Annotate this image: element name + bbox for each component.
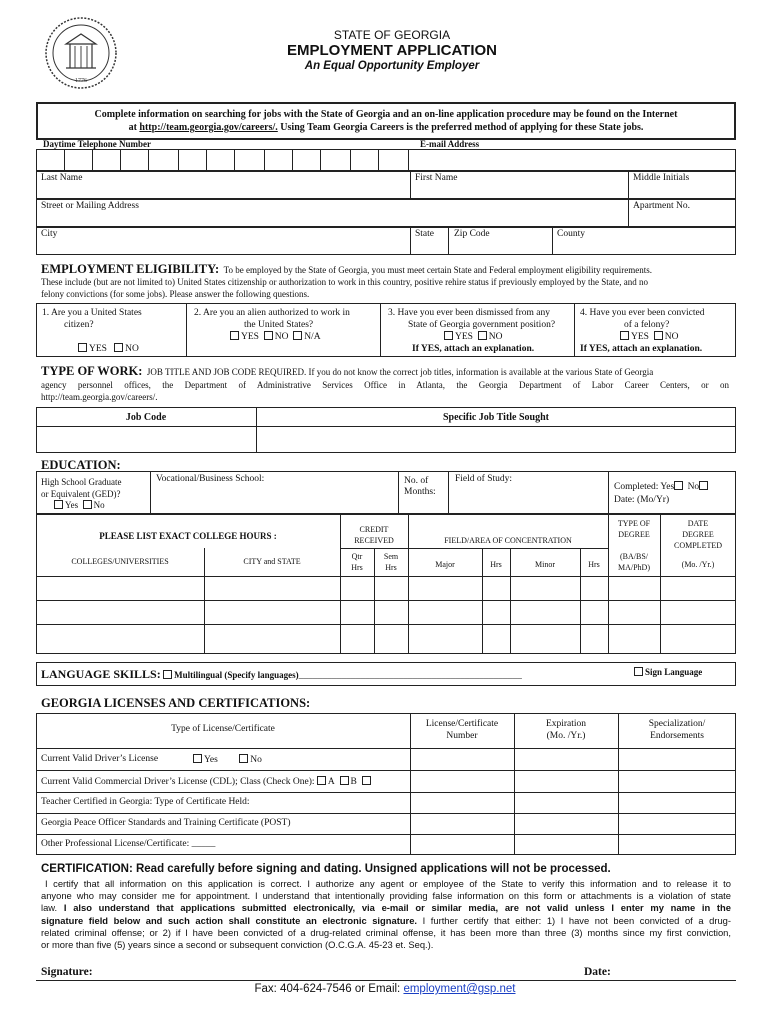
- license-number-header-1: License/Certificate: [425, 719, 499, 729]
- date-degree-header-1: DATE: [687, 519, 709, 528]
- teacher-cert-row: Teacher Certified in Georgia: Type of Certificate Held:: [41, 797, 250, 807]
- footer-email-link[interactable]: employment@gsp.net: [403, 983, 516, 995]
- zip-label: Zip Code: [454, 229, 490, 239]
- q3-attach-note: If YES, attach an explanation.: [412, 344, 535, 354]
- vocational-label: Vocational/Business School:: [156, 474, 265, 484]
- state-heading: STATE OF GEORGIA: [333, 28, 451, 42]
- notice-line-2: at http://team.georgia.gov/careers/. Using Team Georgia Careers is the preferred method of applying for these State jobs.: [128, 122, 644, 133]
- form-subtitle: An Equal Opportunity Employer: [304, 60, 480, 72]
- phone-label: Daytime Telephone Number: [43, 139, 151, 149]
- county-field[interactable]: [556, 240, 732, 254]
- specialization-header-2: Endorsements: [650, 731, 704, 741]
- cdl-row: Current Valid Commercial Driver’s License (CDL); Class (Check One): A B: [41, 776, 373, 787]
- multilingual-checkbox[interactable]: [163, 670, 172, 679]
- hs-label-1: High School Graduate: [41, 477, 122, 487]
- degree-header-2: DEGREE: [618, 530, 650, 539]
- job-title-header: Specific Job Title Sought: [442, 412, 550, 423]
- completed-date-label: Date: (Mo/Yr): [614, 495, 670, 505]
- date-label: Date:: [584, 966, 611, 978]
- drivers-no-checkbox[interactable]: [239, 754, 248, 763]
- sign-language-checkbox[interactable]: [634, 667, 643, 676]
- footer-contact: Fax: 404-624-7546 or Email: employment@gsp.net: [254, 983, 516, 995]
- q3-text: 3. Have you ever been dismissed from any: [388, 308, 550, 318]
- months-label-2: Months:: [404, 487, 436, 497]
- middle-initials-field[interactable]: [632, 184, 732, 198]
- sem-header-2: Hrs: [385, 563, 397, 572]
- form-title: EMPLOYMENT APPLICATION: [287, 42, 497, 59]
- city-state-header: CITY and STATE: [243, 557, 301, 566]
- date-degree-header-2: DEGREE: [682, 530, 714, 539]
- sem-header-1: Sem: [383, 552, 399, 561]
- degree-types-2: MA/PhD): [617, 563, 650, 572]
- sign-language-option: Sign Language: [634, 667, 702, 678]
- q4-options: YES NO: [620, 331, 678, 342]
- q1-options: YES NO: [78, 343, 139, 354]
- middle-initials-label: Middle Initials: [633, 173, 690, 183]
- hs-options: Yes No: [54, 500, 105, 510]
- q1-no-checkbox[interactable]: [114, 343, 123, 352]
- credit-header-1: CREDIT: [359, 525, 389, 534]
- completed-options: Completed: Yes No: [614, 481, 710, 492]
- q2-text: 2. Are you an alien authorized to work in: [194, 308, 350, 318]
- other-license-row: Other Professional License/Certificate: _____: [41, 839, 216, 849]
- q4-text: 4. Have you ever been convicted: [580, 308, 705, 318]
- q1-text: 1. Are you a United States: [42, 308, 142, 318]
- eligibility-intro: EMPLOYMENT ELIGIBILITY: To be employed by the State of Georgia, you must meet certain State and Federal employment eligibility requirements.: [41, 262, 653, 276]
- work-heading: TYPE OF WORK:: [41, 364, 143, 378]
- last-name-field[interactable]: [40, 184, 406, 198]
- work-line-3: http://team.georgia.gov/careers/.: [41, 392, 158, 402]
- apartment-label: Apartment No.: [633, 201, 690, 211]
- certification-heading: CERTIFICATION: Read carefully before signing and dating. Unsigned applications will not be processed.: [41, 863, 611, 875]
- q2-options: YES NO N/A: [230, 331, 321, 342]
- expiration-header-1: Expiration: [545, 719, 587, 729]
- job-code-field[interactable]: [40, 430, 252, 450]
- q3-options: YES NO: [444, 331, 502, 342]
- q4-yes-checkbox[interactable]: [620, 331, 629, 340]
- expiration-header-2: (Mo. /Yr.): [546, 731, 586, 741]
- last-name-label: Last Name: [41, 173, 83, 183]
- minor-hrs-header: Hrs: [588, 560, 600, 569]
- major-hrs-header: Hrs: [490, 560, 502, 569]
- eligibility-heading: EMPLOYMENT ELIGIBILITY:: [41, 262, 220, 276]
- mo-yr-header: (Mo. /Yr.): [681, 560, 715, 569]
- degree-header-1: TYPE OF: [617, 519, 651, 528]
- licenses-heading: GEORGIA LICENSES AND CERTIFICATIONS:: [41, 696, 311, 710]
- q4-no-checkbox[interactable]: [654, 331, 663, 340]
- eligibility-line-2: These include (but are not limited to) United States citizenship or authorization to work in this country, positive rehire status if previously employed by the State, and no: [41, 277, 649, 287]
- date-degree-header-3: COMPLETED: [674, 541, 722, 550]
- date-field[interactable]: [622, 964, 734, 979]
- signature-label: Signature:: [41, 966, 93, 978]
- specialization-header-1: Specialization/: [648, 719, 706, 729]
- college-hours-header: PLEASE LIST EXACT COLLEGE HOURS :: [99, 531, 277, 541]
- street-field[interactable]: [40, 212, 624, 226]
- completed-yes-checkbox[interactable]: [674, 481, 683, 490]
- svg-text:1776: 1776: [75, 78, 87, 84]
- degree-types-1: (BA/BS/: [619, 552, 648, 561]
- credit-header-2: RECEIVED: [354, 536, 394, 545]
- cdl-a-checkbox[interactable]: [317, 776, 326, 785]
- zip-field[interactable]: [452, 240, 548, 254]
- county-label: County: [557, 229, 585, 239]
- state-field[interactable]: [414, 240, 444, 254]
- education-heading: EDUCATION:: [41, 458, 121, 472]
- colleges-header: COLLEGES/UNIVERSITIES: [71, 557, 169, 566]
- street-label: Street or Mailing Address: [41, 201, 139, 211]
- notice-box: [36, 102, 736, 140]
- cdl-c-checkbox[interactable]: [362, 776, 371, 785]
- q2-no-checkbox[interactable]: [264, 331, 273, 340]
- work-line-2: agency personnel offices, the Department of Administrative Services Office in Atlanta, the Georgia Department of Labor Career Centers, or on: [41, 380, 729, 390]
- language-line: LANGUAGE SKILLS: Multilingual (Specify languages)_______________________________________________: [41, 667, 522, 681]
- qtr-header-2: Hrs: [351, 563, 363, 572]
- job-code-header: Job Code: [125, 412, 167, 423]
- hs-no-checkbox[interactable]: [83, 500, 92, 509]
- careers-link[interactable]: http://team.georgia.gov/careers/.: [139, 122, 278, 133]
- city-label: City: [41, 229, 58, 239]
- q2-na-checkbox[interactable]: [293, 331, 302, 340]
- email-field[interactable]: [412, 152, 732, 168]
- job-title-field[interactable]: [260, 430, 732, 450]
- state-label: State: [415, 229, 434, 239]
- language-heading: LANGUAGE SKILLS:: [41, 667, 161, 681]
- hs-yes-checkbox[interactable]: [54, 500, 63, 509]
- q3-yes-checkbox[interactable]: [444, 331, 453, 340]
- first-name-label: First Name: [415, 173, 458, 183]
- city-field[interactable]: [40, 240, 406, 254]
- email-label: E-mail Address: [420, 139, 480, 149]
- q3-no-checkbox[interactable]: [478, 331, 487, 340]
- work-intro: TYPE OF WORK: JOB TITLE AND JOB CODE REQUIRED. If you do not know the correct job titles, information is available at the various State of Georgia: [41, 364, 654, 378]
- notice-line-1: Complete information on searching for jobs with the State of Georgia and an on-line application procedure may be found on the Internet: [94, 109, 678, 120]
- major-header: Major: [435, 560, 455, 569]
- license-type-header: Type of License/Certificate: [171, 724, 275, 734]
- signature-field[interactable]: [112, 964, 572, 979]
- post-cert-row: Georgia Peace Officer Standards and Training Certificate (POST): [41, 818, 291, 828]
- certification-text: I certify that all information on this application is correct. I authorize any agent or employee of the State to verify this information and to release it to anyone who may consider me for appointment. I understand that intentionally providing false information on this form or attachments is a violation of state law. I also understand that applications submitted electronically, via e-mail or similar media, are not valid unless I enter my name in the signature field below and such action shall constitute an electronic signature. I further certify that either: 1) I have not been convicted of a drug- related criminal offense; or 2) if I have been convicted of a drug-related criminal offense, it has been more than three (3) months since my first conviction, or more than five (5) years since a second or subsequent conviction (O.C.G.A. 45-23 et. Seq.).: [41, 878, 732, 951]
- drivers-license-row: Current Valid Driver’s License: [41, 754, 159, 764]
- completed-no-checkbox[interactable]: [699, 481, 708, 490]
- first-name-field[interactable]: [414, 184, 624, 198]
- q2-yes-checkbox[interactable]: [230, 331, 239, 340]
- phone-field[interactable]: [38, 152, 406, 168]
- months-label-1: No. of: [404, 476, 429, 486]
- field-of-study-label: Field of Study:: [455, 474, 513, 484]
- eligibility-line-3: felony convictions (for some jobs). Please answer the following questions.: [41, 289, 310, 299]
- drivers-license-options: Yes No: [193, 754, 262, 765]
- drivers-yes-checkbox[interactable]: [193, 754, 202, 763]
- apartment-field[interactable]: [632, 212, 732, 226]
- cdl-b-checkbox[interactable]: [340, 776, 349, 785]
- minor-header: Minor: [535, 560, 555, 569]
- qtr-header-1: Qtr: [351, 552, 363, 561]
- field-area-header: FIELD/AREA OF CONCENTRATION: [444, 536, 572, 545]
- q4-attach-note: If YES, attach an explanation.: [580, 344, 703, 354]
- q1-yes-checkbox[interactable]: [78, 343, 87, 352]
- license-number-header-2: Number: [446, 731, 478, 741]
- hs-label-2: or Equivalent (GED)?: [41, 489, 121, 499]
- education-top-row: [36, 471, 736, 514]
